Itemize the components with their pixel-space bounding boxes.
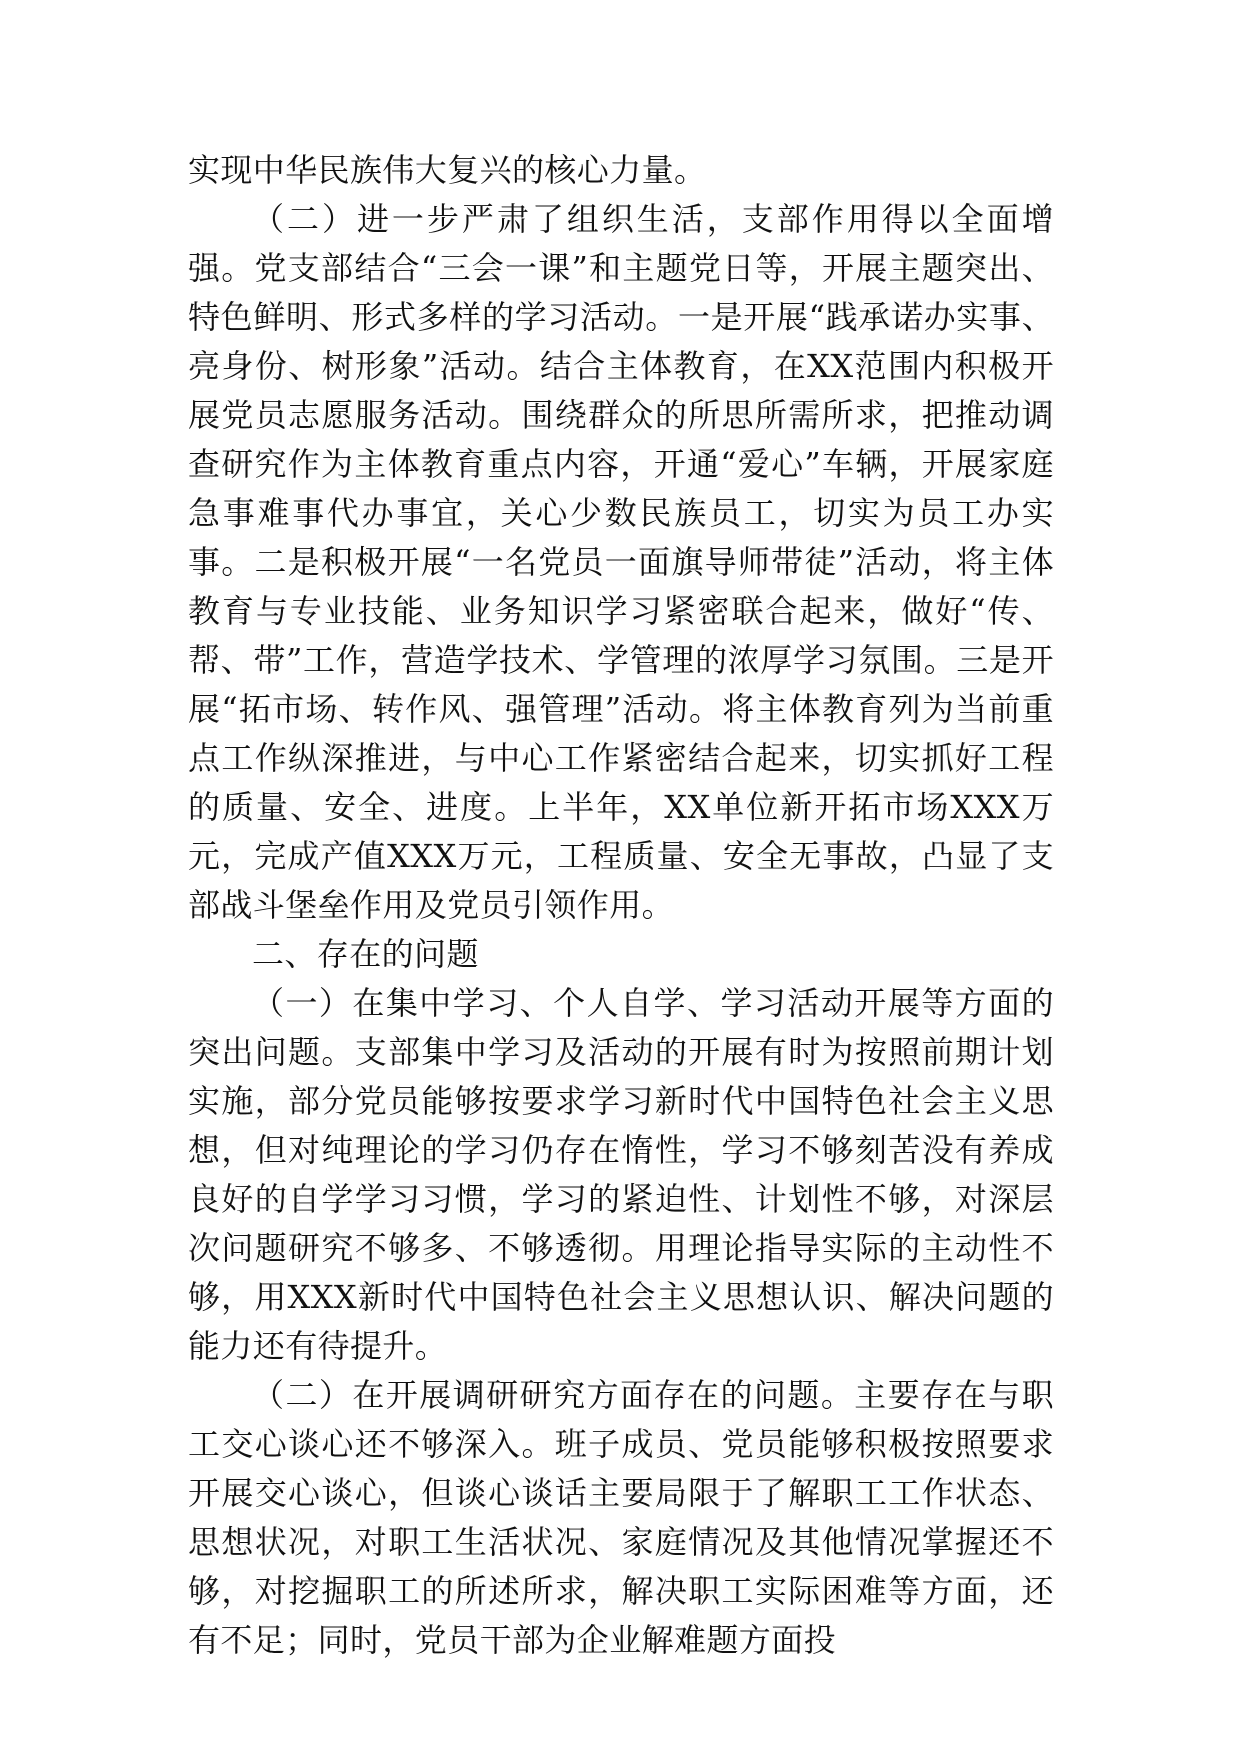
paragraph-study-problems: （一）在集中学习、个人自学、学习活动开展等方面的突出问题。支部集中学习及活动的开展有时为按照前期计划实施，部分党员能够按要求学习新时代中国特色社会主义思想，但对纯理论的学习仍存在惰性，学习不够刻苦没有养成良好的自学学习习惯，学习的紧迫性、计划性不够，对深层次问题研究不够多、不够透彻。用理论指导实际的主动性不够，用XXX新时代中国特色社会主义思想认识、解决问题的能力还有待提升。 bbox=[188, 984, 1054, 1365]
paragraph-research-problems: （二）在开展调研研究方面存在的问题。主要存在与职工交心谈心还不够深入。班子成员、党员能够积极按照要求开展交心谈心，但谈心谈话主要局限于了解职工工作状态、思想状况，对职工生活状况、家庭情况及其他情况掌握还不够，对挖掘职工的所述所求，解决职工实际困难等方面，还有不足；同时，党员干部为企业解难题方面投 bbox=[188, 1376, 1054, 1659]
section-heading-problems: 二、存在的问题 bbox=[252, 935, 479, 973]
paragraph-continuation: 实现中华民族伟大复兴的核心力量。 bbox=[188, 151, 707, 189]
paragraph-organizational-life: （二）进一步严肃了组织生活，支部作用得以全面增强。党支部结合“三会一课”和主题党日等，开展主题突出、特色鲜明、形式多样的学习活动。一是开展“践承诺办实事、亮身份、树形象”活动。结合主体教育，在XX范围内积极开展党员志愿服务活动。围绕群众的所思所需所求，把推动调查研究作为主体教育重点内容，开通“爱心”车辆，开展家庭急事难事代办事宜，关心少数民族员工，切实为员工办实事。二是积极开展“一名党员一面旗导师带徒”活动，将主体教育与专业技能、业务知识学习紧密联合起来，做好“传、帮、带”工作，营造学技术、学管理的浓厚学习氛围。三是开展“拓市场、转作风、强管理”活动。将主体教育列为当前重点工作纵深推进，与中心工作紧密结合起来，切实抓好工程的质量、安全、进度。上半年，XX单位新开拓市场XXX万元，完成产值XXX万元，工程质量、安全无事故，凸显了支部战斗堡垒作用及党员引领作用。 bbox=[188, 200, 1054, 924]
document-body bbox=[188, 146, 1054, 1665]
